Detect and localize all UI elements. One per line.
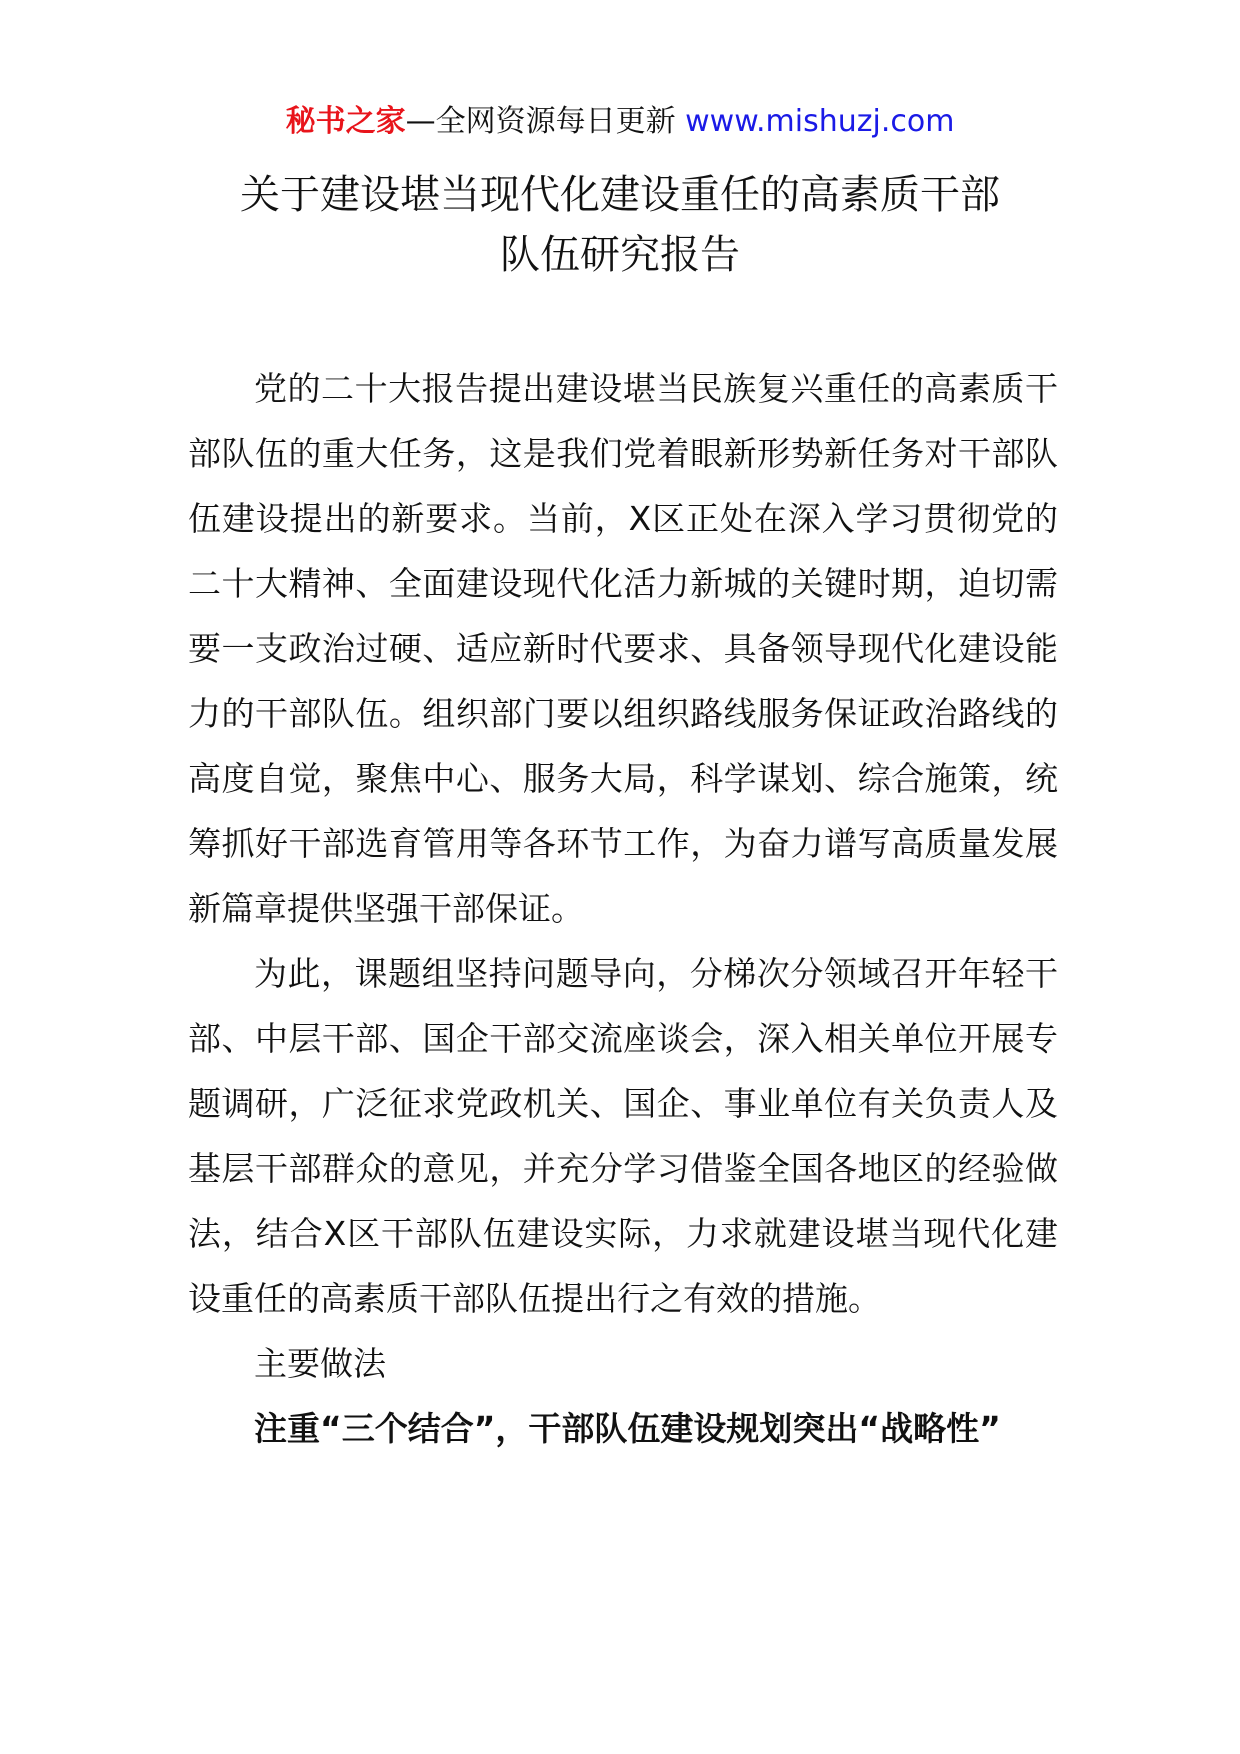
site-header xyxy=(0,100,1240,144)
title-line-1: 关于建设堪当现代化建设重任的高素质干部 xyxy=(240,172,1000,218)
site-url-link[interactable]: www.mishuzj.com xyxy=(685,104,955,139)
document-body xyxy=(188,356,1058,1461)
header-tagline: —全网资源每日更新 xyxy=(405,104,686,139)
body-paragraph: 党的二十大报告提出建设堪当民族复兴重任的高素质干部队伍的重大任务，这是我们党着眼新形势新任务对干部队伍建设提出的新要求。当前，X区正处在深入学习贯彻党的二十大精神、全面建设现代化活力新城的关键时期，迫切需要一支政治过硬、适应新时代要求、具备领导现代化建设能力的干部队伍。组织部门要以组织路线服务保证政治路线的高度自觉，聚焦中心、服务大局，科学谋划、综合施策，统筹抓好干部选育管用等各环节工作，为奋力谱写高质量发展新篇章提供坚强干部保证。 xyxy=(188,369,1058,928)
title-line-2: 队伍研究报告 xyxy=(500,232,740,278)
brand-name: 秘书之家 xyxy=(285,104,406,139)
document-title xyxy=(0,165,1240,285)
section-label: 主要做法 xyxy=(254,1344,386,1383)
body-paragraph: 为此，课题组坚持问题导向，分梯次分领域召开年轻干部、中层干部、国企干部交流座谈会，深入相关单位开展专题调研，广泛征求党政机关、国企、事业单位有关负责人及基层干部群众的意见，并充分学习借鉴全国各地区的经验做法，结合X区干部队伍建设实际，力求就建设堪当现代化建设重任的高素质干部队伍提出行之有效的措施。 xyxy=(188,954,1058,1318)
section-subheading: 注重“三个结合”，干部队伍建设规划突出“战略性” xyxy=(254,1409,1001,1448)
